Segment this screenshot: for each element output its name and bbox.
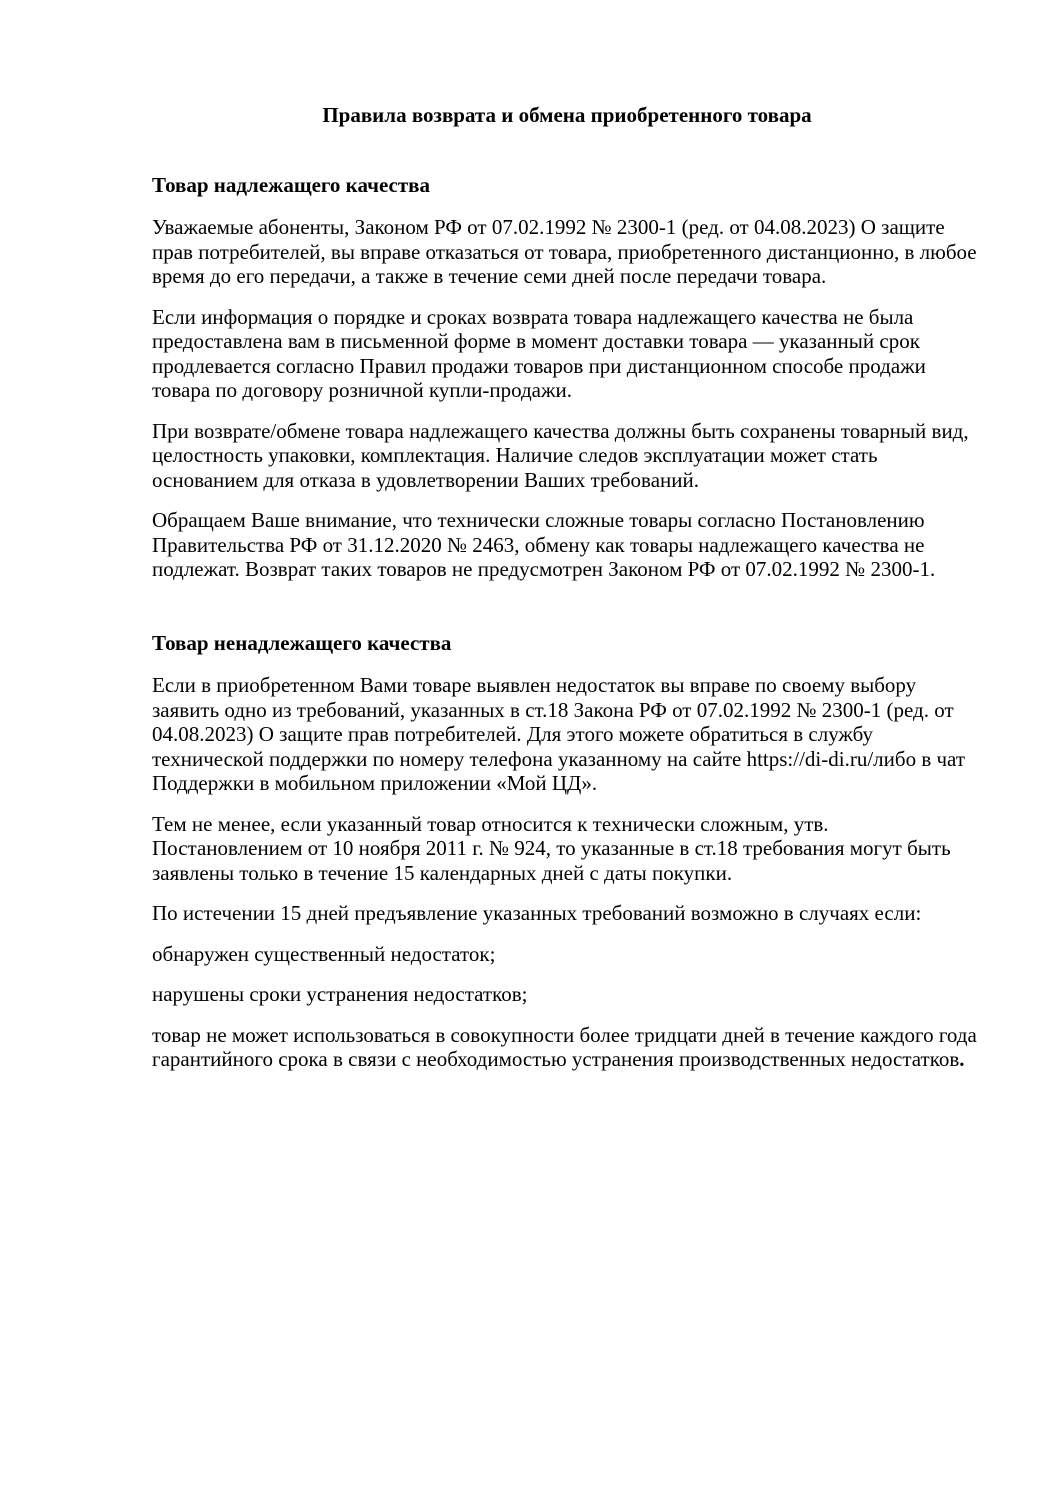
paragraph: нарушены сроки устранения недостатков; — [152, 982, 528, 1006]
paragraph: Если информация о порядке и сроках возврата товара надлежащего качества не была предоставлена вам в письменной форме в момент доставки товара — указанный срок продлевается согласно Правил продажи товаров при дистанционном способе продажи товара по договору розничной купли-продажи. — [152, 304, 926, 402]
paragraph-text: товар не может использоваться в совокупности более тридцати дней в течение каждого года гарантийного срока в связи с необходимостью устранения производственных недостатков — [152, 1022, 977, 1071]
paragraph: При возврате/обмене товара надлежащего качества должны быть сохранены товарный вид, целостность упаковки, комплектация. Наличие следов эксплуатации может стать основанием для отказа в удовлетворении Ваших требований. — [152, 418, 969, 492]
section-heading-improper-quality: Товар ненадлежащего качества — [152, 630, 452, 655]
paragraph: обнаружен существенный недостаток; — [152, 941, 496, 966]
paragraph: Обращаем Ваше внимание, что технически сложные товары согласно Постановлению Правительства РФ от 31.12.2020 № 2463, обмену как товары надлежащего качества не подлежат. Возврат таких товаров не предусмотрен Законом РФ от 07.02.1992 № 2300-1. — [152, 508, 936, 581]
paragraph — [152, 1023, 982, 1072]
paragraph: Уважаемые абоненты, Законом РФ от 07.02.1992 № 2300-1 (ред. от 04.08.2023) О защите прав потребителей, вы вправе отказаться от товара, приобретенного дистанционно, в любое время до его передачи, а также в течение семи дней после передачи товара. — [152, 215, 977, 288]
document-title: Правила возврата и обмена приобретенного товара — [322, 103, 812, 127]
section-heading-proper-quality: Товар надлежащего качества — [152, 172, 431, 197]
paragraph-bold-period: . — [959, 1047, 965, 1071]
paragraph: Тем не менее, если указанный товар относится к технически сложным, утв. Постановлением от 10 ноября 2011 г. № 924, то указанные в ст.18 требования могут быть заявлены только в течение 15 календарных дней с даты покупки. — [152, 811, 951, 885]
paragraph: По истечении 15 дней предъявление указанных требований возможно в случаях если: — [152, 901, 922, 925]
paragraph: Если в приобретенном Вами товаре выявлен недостаток вы вправе по своему выбору заявить одно из требований, указанных в ст.18 Закона РФ от 07.02.1992 № 2300-1 (ред. от 04.08.2023) О защите прав потребителей. Для этого можете обратиться в службу технической поддержки по номеру телефона указанному на сайте https://di-di.ru/либо в чат Поддержки в мобильном приложении «Мой ЦД». — [152, 673, 966, 795]
